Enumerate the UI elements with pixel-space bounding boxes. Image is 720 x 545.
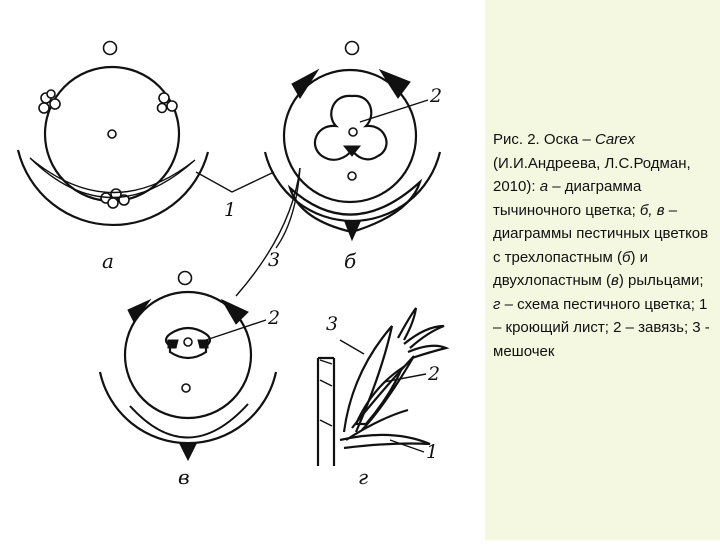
ovary-left-dark-v [168, 340, 178, 348]
caption-authors: (И.И.Андреева, Л.С.Родман, 2010): [493, 154, 691, 195]
label-num-2-b: 2 [430, 85, 443, 107]
caption-letters-bv: б, в [639, 201, 665, 219]
caption-text-b: ) и двухлопастным ( [493, 248, 649, 289]
caption-letter-g: г [493, 295, 501, 313]
label-num-g-1: 1 [426, 441, 439, 463]
label-num-3: 3 [268, 249, 281, 271]
leader-line-g-3 [340, 340, 364, 354]
panel-label-a: а [102, 249, 114, 273]
bract-arc-v [100, 372, 276, 443]
center-dot-b [349, 128, 357, 136]
wing-left-v [128, 300, 150, 322]
utricle-g [344, 326, 392, 432]
stamen-cluster-left [39, 90, 60, 113]
wing-left-b [292, 70, 318, 98]
stamen-cluster-right [158, 93, 178, 113]
wing-right-b [380, 70, 410, 98]
axis-dot-b [346, 42, 359, 55]
label-num-2-v: 2 [268, 307, 281, 329]
caption-title-prefix: Рис. 2. Оска – [493, 131, 595, 148]
caption-letter-a: а [539, 178, 549, 195]
label-num-1: 1 [224, 199, 237, 221]
ovary-right-dark-v [198, 340, 208, 348]
lower-dot-v [182, 384, 190, 392]
label-num-g-3: 3 [326, 313, 339, 335]
utricle-circle-b [284, 70, 416, 202]
bract-leaf-g [340, 435, 430, 448]
caption-text-v: ) рыльцами; [618, 272, 704, 289]
leader-line-3 [276, 168, 300, 248]
axis-dot-a [104, 42, 117, 55]
panel-label-v: в [178, 465, 190, 489]
center-dot-v [184, 338, 192, 346]
panel-label-g: г [358, 465, 369, 489]
axis-hatch-g [320, 360, 332, 426]
caption-letter-v: в [611, 272, 619, 289]
label-num-g-2: 2 [428, 363, 441, 385]
caption-genus: Carex [594, 131, 635, 148]
figure-caption [493, 128, 715, 363]
caption-text-g: – схема пестичного цветка; 1 – кроющий лист; 2 – завязь; 3 - мешочек [493, 295, 710, 360]
panel-v-pistillate-diagram [100, 272, 276, 490]
leader-line-g-1 [390, 440, 424, 452]
panel-label-b: б [344, 249, 357, 273]
axis-stem-g [318, 358, 334, 466]
caption-text-a: – диаграмма тычиночного цветка; [493, 178, 642, 219]
stigma-1-g [398, 308, 416, 340]
center-dot-a [108, 130, 116, 138]
lower-dot-b [348, 172, 356, 180]
leader-line-1 [196, 172, 274, 192]
utricle-circle-v [125, 292, 251, 418]
panel-b-pistillate-diagram [265, 42, 443, 274]
bract-tip-v [180, 444, 196, 460]
caption-text-bv: – диаграммы пестичных цветков с трехлопастным ( [493, 201, 709, 266]
axis-dot-v [179, 272, 192, 285]
caption-letter-b: б [622, 248, 631, 266]
panel-a-staminate-diagram [18, 42, 208, 274]
bract-arc-a [18, 150, 208, 225]
